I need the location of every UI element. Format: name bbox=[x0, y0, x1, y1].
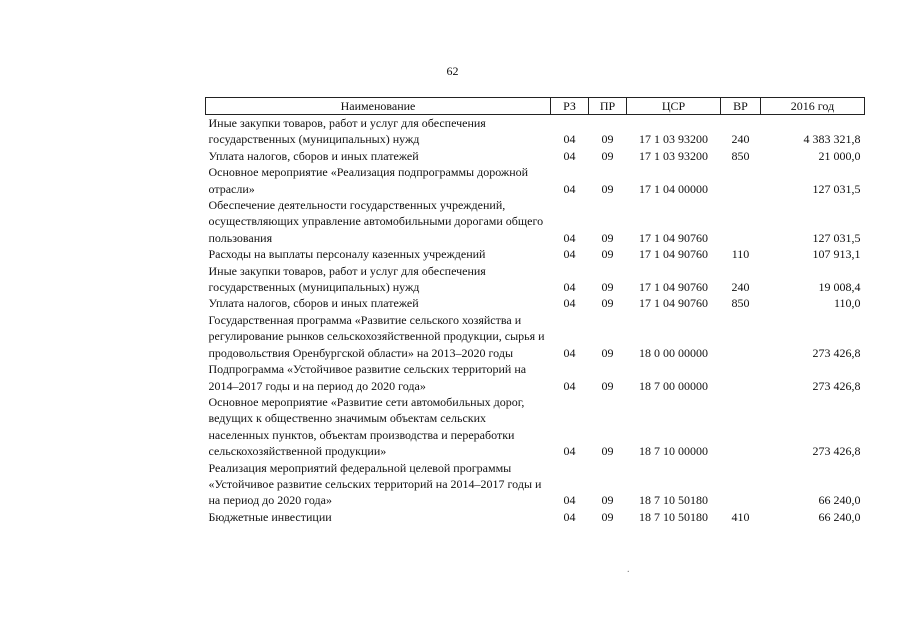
cell-pr: 09 bbox=[601, 444, 614, 459]
cell-vr bbox=[721, 460, 761, 509]
cell-pr: 09 bbox=[601, 132, 614, 147]
cell-vr: 850 bbox=[731, 148, 750, 163]
cell-name: Расходы на выплаты персоналу казенных учреждений bbox=[208, 247, 486, 262]
cell-name: Основное мероприятие «Развитие сети автомобильных дорог, ведущих к общественно значимым объектам сельских населенных пунктов, объектам производства и переработки сельскохозяйственной продукции» bbox=[208, 394, 525, 459]
cell-amount: 273 426,8 bbox=[812, 444, 861, 459]
cell-amount: 127 031,5 bbox=[812, 181, 861, 196]
cell-rz: 04 bbox=[563, 444, 576, 459]
cell-pr: 09 bbox=[601, 378, 614, 393]
cell-rz: 04 bbox=[563, 493, 576, 508]
table-body bbox=[206, 115, 865, 526]
cell-rz: 04 bbox=[563, 181, 576, 196]
cell-vr: 240 bbox=[731, 132, 750, 147]
cell-rz: 04 bbox=[563, 230, 576, 245]
cell-vr bbox=[721, 394, 761, 460]
cell-vr: 410 bbox=[731, 509, 750, 524]
table-row bbox=[206, 197, 865, 246]
cell-pr: 09 bbox=[601, 230, 614, 245]
cell-csr: 18 7 00 00000 bbox=[639, 378, 708, 393]
cell-rz: 04 bbox=[563, 148, 576, 163]
table-row bbox=[206, 148, 865, 164]
cell-pr: 09 bbox=[601, 296, 614, 311]
cell-csr: 18 7 10 50180 bbox=[639, 493, 708, 508]
column-header-vr: ВР bbox=[721, 98, 761, 115]
cell-name: Реализация мероприятий федеральной целевой программы «Устойчивое развитие сельских территорий на 2014–2017 годы и на период до 2020 года» bbox=[208, 460, 542, 508]
cell-amount: 21 000,0 bbox=[818, 148, 861, 163]
cell-pr: 09 bbox=[601, 280, 614, 295]
column-header-name: Наименование bbox=[206, 98, 551, 115]
cell-amount: 110,0 bbox=[833, 296, 861, 311]
cell-amount: 107 913,1 bbox=[812, 247, 861, 262]
cell-name: Уплата налогов, сборов и иных платежей bbox=[208, 148, 419, 163]
cell-pr: 09 bbox=[601, 493, 614, 508]
cell-amount: 273 426,8 bbox=[812, 378, 861, 393]
table-row bbox=[206, 460, 865, 509]
cell-rz: 04 bbox=[563, 247, 576, 262]
cell-name: Подпрограмма «Устойчивое развитие сельских территорий на 2014–2017 годы и на период до 2020 года» bbox=[208, 362, 527, 393]
cell-amount: 19 008,4 bbox=[818, 280, 861, 295]
cell-csr: 17 1 04 90760 bbox=[639, 230, 708, 245]
cell-vr: 850 bbox=[731, 296, 750, 311]
cell-name: Иные закупки товаров, работ и услуг для обеспечения государственных (муниципальных) нужд bbox=[208, 116, 486, 147]
cell-pr: 09 bbox=[601, 181, 614, 196]
cell-pr: 09 bbox=[601, 345, 614, 360]
column-header-rz: РЗ bbox=[551, 98, 589, 115]
cell-vr bbox=[721, 361, 761, 394]
cell-vr bbox=[721, 164, 761, 197]
cell-csr: 18 7 10 50180 bbox=[639, 509, 708, 524]
cell-pr: 09 bbox=[601, 148, 614, 163]
cell-vr bbox=[721, 312, 761, 361]
cell-rz: 04 bbox=[563, 378, 576, 393]
cell-pr: 09 bbox=[601, 509, 614, 524]
column-header-pr: ПР bbox=[589, 98, 627, 115]
table-row bbox=[206, 361, 865, 394]
cell-csr: 18 0 00 00000 bbox=[639, 345, 708, 360]
cell-rz: 04 bbox=[563, 132, 576, 147]
budget-table bbox=[205, 97, 865, 525]
cell-csr: 17 1 03 93200 bbox=[639, 148, 708, 163]
cell-vr: 240 bbox=[731, 280, 750, 295]
cell-amount: 273 426,8 bbox=[812, 345, 861, 360]
cell-csr: 17 1 04 00000 bbox=[639, 181, 708, 196]
cell-name: Обеспечение деятельности государственных учреждений, осуществляющих управление автомобильными дорогами общего пользования bbox=[208, 198, 544, 245]
cell-amount: 66 240,0 bbox=[818, 509, 861, 524]
table-header-row bbox=[206, 98, 865, 115]
cell-amount: 66 240,0 bbox=[818, 493, 861, 508]
cell-name: Уплата налогов, сборов и иных платежей bbox=[208, 296, 419, 311]
cell-csr: 18 7 10 00000 bbox=[639, 444, 708, 459]
table-row bbox=[206, 246, 865, 262]
cell-csr: 17 1 04 90760 bbox=[639, 247, 708, 262]
table-row bbox=[206, 394, 865, 460]
cell-name: Бюджетные инвестиции bbox=[208, 509, 332, 524]
cell-csr: 17 1 04 90760 bbox=[639, 296, 708, 311]
cell-rz: 04 bbox=[563, 296, 576, 311]
table-row bbox=[206, 263, 865, 296]
cell-name: Иные закупки товаров, работ и услуг для обеспечения государственных (муниципальных) нужд bbox=[208, 263, 486, 295]
table-row bbox=[206, 312, 865, 361]
cell-csr: 17 1 03 93200 bbox=[639, 132, 708, 147]
table-row bbox=[206, 115, 865, 148]
table-row bbox=[206, 295, 865, 311]
cell-rz: 04 bbox=[563, 280, 576, 295]
cell-rz: 04 bbox=[563, 345, 576, 360]
table-row bbox=[206, 509, 865, 525]
cell-name: Государственная программа «Развитие сельского хозяйства и регулирование рынков сельскохозяйственной продукции, сырья и продовольствия Оренбургской области» на 2013–2020 годы bbox=[208, 312, 545, 360]
cell-csr: 17 1 04 90760 bbox=[639, 280, 708, 295]
cell-rz: 04 bbox=[563, 509, 576, 524]
cell-vr bbox=[721, 197, 761, 246]
table-row bbox=[206, 164, 865, 197]
column-header-csr: ЦСР bbox=[627, 98, 721, 115]
cell-amount: 127 031,5 bbox=[812, 230, 861, 245]
cell-pr: 09 bbox=[601, 247, 614, 262]
cell-vr: 110 bbox=[731, 247, 750, 262]
stray-mark: . bbox=[627, 564, 630, 575]
column-header-amount: 2016 год bbox=[761, 98, 865, 115]
page-number: 62 bbox=[446, 64, 459, 78]
cell-amount: 4 383 321,8 bbox=[803, 132, 861, 147]
cell-name: Основное мероприятие «Реализация подпрограммы дорожной отрасли» bbox=[208, 165, 529, 196]
